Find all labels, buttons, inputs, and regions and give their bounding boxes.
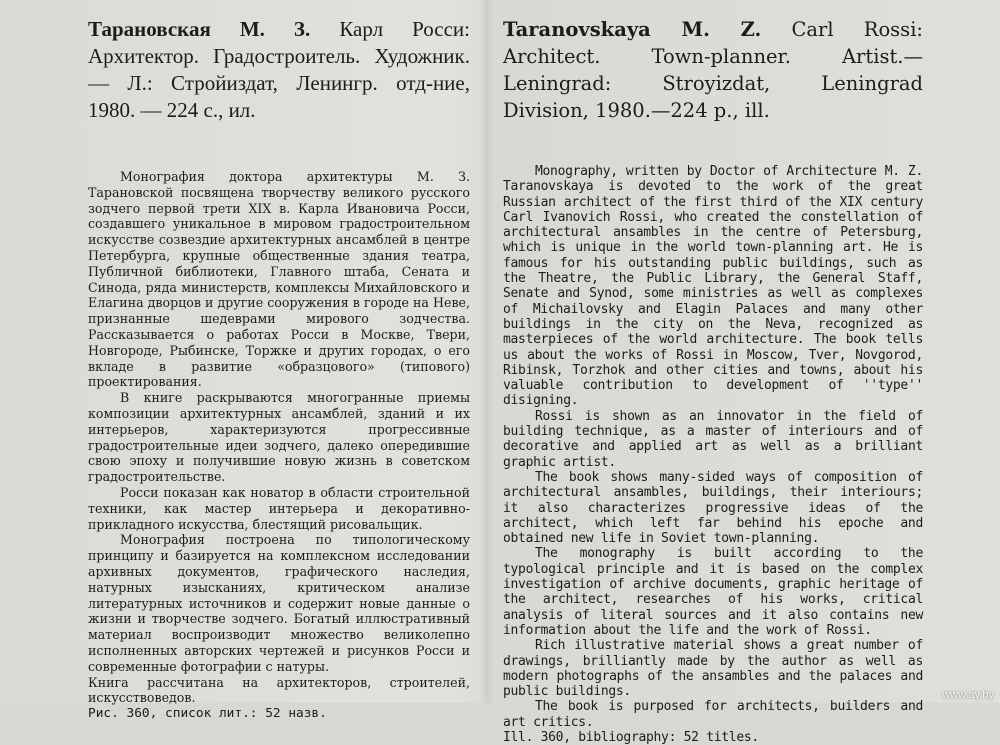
- en-author: Taranovskaya M. Z.: [503, 18, 762, 41]
- watermark: www.ay.by: [942, 689, 994, 701]
- ru-annotation: [88, 169, 470, 722]
- page-gutter: [480, 0, 494, 703]
- en-paragraph-5: Rich illustrative material shows a great number of drawings, brilliantly made by the author as well as modern photographs of the ansambles and the palaces and public buildings.: [503, 638, 923, 700]
- en-bibliographic-heading: [503, 16, 923, 124]
- en-title-imprint: Carl Rossi: Architect. Town-planner. Artist.— Leningrad: Stroyizdat, Leningrad Division, 1980.—224 p., ill.: [503, 18, 923, 122]
- ru-audience: Книга рассчитана на архитекторов, строителей, искусствоведов.: [88, 674, 470, 706]
- english-column: [503, 0, 923, 745]
- en-paragraph-4: The monography is built according to the typological principle and it is based on the complex investigation of archive documents, graphic heritage of the architect, researches of his works, critical analysis of literal sources and it also contains new information about the life and the work of Rossi.: [503, 546, 923, 638]
- ru-paragraph-4: Монография построена по типологическому принципу и базируется на комплексном исследовании архивных документов, графического наследия, натурных изысканиях, критическом анализе литературных источников и содержит новые данные о жизни и творчестве зодчего. Богатый иллюстративный материал воспроизводит множество великолепно исполненных авторских чертежей и рисунков Росси и современные фотографии с натуры.: [88, 532, 470, 674]
- ru-paragraph-2: В книге раскрываются многогранные приемы композиции архитектурных ансамблей, зданий и их интерьеров, характеризуются прогрессивные градостроительные идеи зодчего, далеко опередившие свою эпоху и получившие новую жизнь в советском градостроительстве.: [88, 390, 470, 485]
- en-paragraph-2: Rossi is shown as an innovator in the field of building technique, as a master of interiours and of decorative and applied art as well as a brilliant graphic artist.: [503, 408, 923, 470]
- ru-paragraph-3: Росси показан как новатор в области строительной техники, как мастер интерьера и декоративно-прикладного искусства, блестящий рисовальщик.: [88, 484, 470, 532]
- ru-author: Тарановская М. З.: [88, 17, 311, 41]
- ru-bibliographic-heading: [88, 16, 470, 124]
- en-paragraph-3: The book shows many-sided ways of composition of architectural ansambles, buildings, their interiours; it also characterizes progressive ideas of the architect, which left far behind his epoche and obtained new life in Soviet town-planning.: [503, 469, 923, 547]
- en-illustrations-bibliography: Ill. 360, bibliography: 52 titles.: [503, 729, 759, 745]
- en-annotation: [503, 164, 923, 745]
- en-paragraph-1: Monography, written by Doctor of Architecture M. Z. Taranovskaya is devoted to the work of the great Russian architect of the first third of the XIX century Carl Ivanovich Rossi, who created the constellation of architectural ansambles in the centre of Petersburg, which is unique in the world town-planning art. He is famous for his outstanding public buildings, such as the Theatre, the Public Library, the General Staff, Senate and Synod, some ministries as well as complexes of Michailovsky and Elagin Palaces and many other buildings in the city on the Neva, recognized as masterpieces of the world architecture. The book tells us about the works of Rossi in Moscow, Tver, Novgorod, Ribinsk, Torzhok and other cities and towns, about his valuable contribution to development of ''type'' disigning.: [503, 164, 923, 409]
- en-paragraph-6: The book is purposed for architects, builders and art critics.: [503, 699, 923, 730]
- ru-title-imprint: Карл Росси: Архитектор. Градостроитель. Художник.— Л.: Стройиздат, Ленингр. отд-ние, 1980. — 224 с., ил.: [88, 17, 470, 122]
- ru-illustrations-bibliography: Рис. 360, список лит.: 52 назв.: [88, 706, 327, 722]
- russian-column: [88, 0, 470, 722]
- ru-paragraph-1: Монография доктора архитектуры М. З. Тарановской посвящена творчеству великого русского зодчего первой трети XIX в. Карла Ивановича Росси, создавшего уникальное в мировом градостроительном искусстве созвездие архитектурных ансамблей в центре Петербурга, крупные общественные здания театра, Публичной библиотеки, Главного штаба, Сената и Синода, ряда министерств, комплексы Михайловского и Елагина дворцов и другие сооружения в городе на Неве, признанные шедеврами мирового зодчества. Рассказывается о работах Росси в Москве, Твери, Новгороде, Рыбинске, Торжке и других городах, о его вкладе в развитие «образцового» (типового) проектирования.: [88, 169, 470, 390]
